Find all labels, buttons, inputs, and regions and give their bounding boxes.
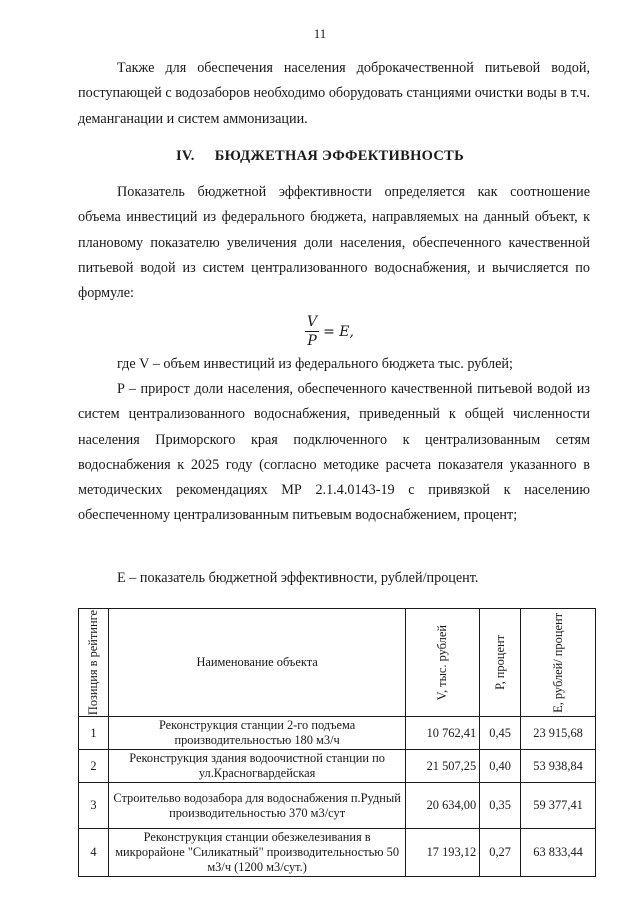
cell-name: Реконструкция станции 2-го подъема производительностью 180 м3/ч — [108, 717, 405, 750]
page-number: 11 — [313, 26, 327, 41]
cell-name: Реконструкция станции обезжелезивания в микрорайоне "Силикатный" производительностью 50 м3/ч (1200 м3/сут.) — [108, 829, 405, 877]
cell-rank: 2 — [79, 750, 109, 783]
cell-name: Реконструкция здания водоочистной станции по ул.Красногвардейская — [108, 750, 405, 783]
cell-e: 53 938,84 — [521, 750, 596, 783]
table-row — [79, 783, 596, 829]
cell-p: 0,40 — [480, 750, 521, 783]
header-p: P, процент — [480, 609, 521, 717]
cell-e: 23 915,68 — [521, 717, 596, 750]
cell-v: 20 634,00 — [406, 783, 480, 829]
cell-e: 59 377,41 — [521, 783, 596, 829]
cell-v: 17 193,12 — [406, 829, 480, 877]
header-name: Наименование объекта — [108, 609, 405, 717]
cell-v: 21 507,25 — [406, 750, 480, 783]
where-e-text: E – показатель бюджетной эффективности, рублей/процент. — [117, 570, 479, 586]
table-header-row — [79, 609, 596, 717]
definition-paragraph: Показатель бюджетной эффективности определяется как соотношение объема инвестиций из федерального бюджета, направляемых на данный объект, к плановому показателю увеличения доли населения, обеспеченного качественной питьевой водой из систем централизованного водоснабжения, и вычисляется по формуле: — [78, 184, 590, 302]
cell-e: 63 833,44 — [521, 829, 596, 877]
cell-rank: 3 — [79, 783, 109, 829]
cell-p: 0,27 — [480, 829, 521, 877]
header-v: V, тыс. рублей — [406, 609, 480, 717]
header-rank: Позиция в рейтинге — [79, 609, 109, 717]
section-title: БЮДЖЕТНАЯ ЭФФЕКТИВНОСТЬ — [214, 148, 465, 164]
cell-rank: 4 — [79, 829, 109, 877]
formula — [305, 314, 354, 349]
cell-rank: 1 — [79, 717, 109, 750]
table-row — [79, 717, 596, 750]
section-number: IV. — [175, 148, 195, 164]
where-v-text: где V – объем инвестиций из федерального бюджета тыс. рублей; — [117, 356, 513, 372]
table-row — [79, 829, 596, 877]
formula-numerator: V — [307, 314, 318, 330]
cell-p: 0,35 — [480, 783, 521, 829]
formula-result: = E, — [323, 323, 354, 340]
table-row — [79, 750, 596, 783]
section-heading — [0, 148, 640, 165]
cell-p: 0,45 — [480, 717, 521, 750]
objects-table — [78, 608, 596, 877]
formula-fraction — [305, 314, 319, 349]
intro-paragraph: Также для обеспечения населения доброкачественной питьевой водой, поступающей с водозаборов необходимо оборудовать станциями очистки воды в т.ч. деманганации и систем аммонизации. — [78, 60, 590, 127]
formula-denominator: P — [307, 333, 317, 349]
header-e: E, рублей/ процент — [521, 609, 596, 717]
cell-name: Строительво водозабора для водоснабжения п.Рудный производительностью 370 м3/сут — [108, 783, 405, 829]
cell-v: 10 762,41 — [406, 717, 480, 750]
where-p-paragraph: P – прирост доли населения, обеспеченного качественной питьевой водой из систем централизованного водоснабжения, приведенный к общей численности населения Приморского края подключенного к централизованным сетям водоснабжения к 2025 году (согласно методике расчета показателя указанного в методических рекомендациях МР 2.1.4.0143-19 с привязкой к населению обеспеченному централизованным питьевым водоснабжением, процент; — [78, 381, 590, 524]
